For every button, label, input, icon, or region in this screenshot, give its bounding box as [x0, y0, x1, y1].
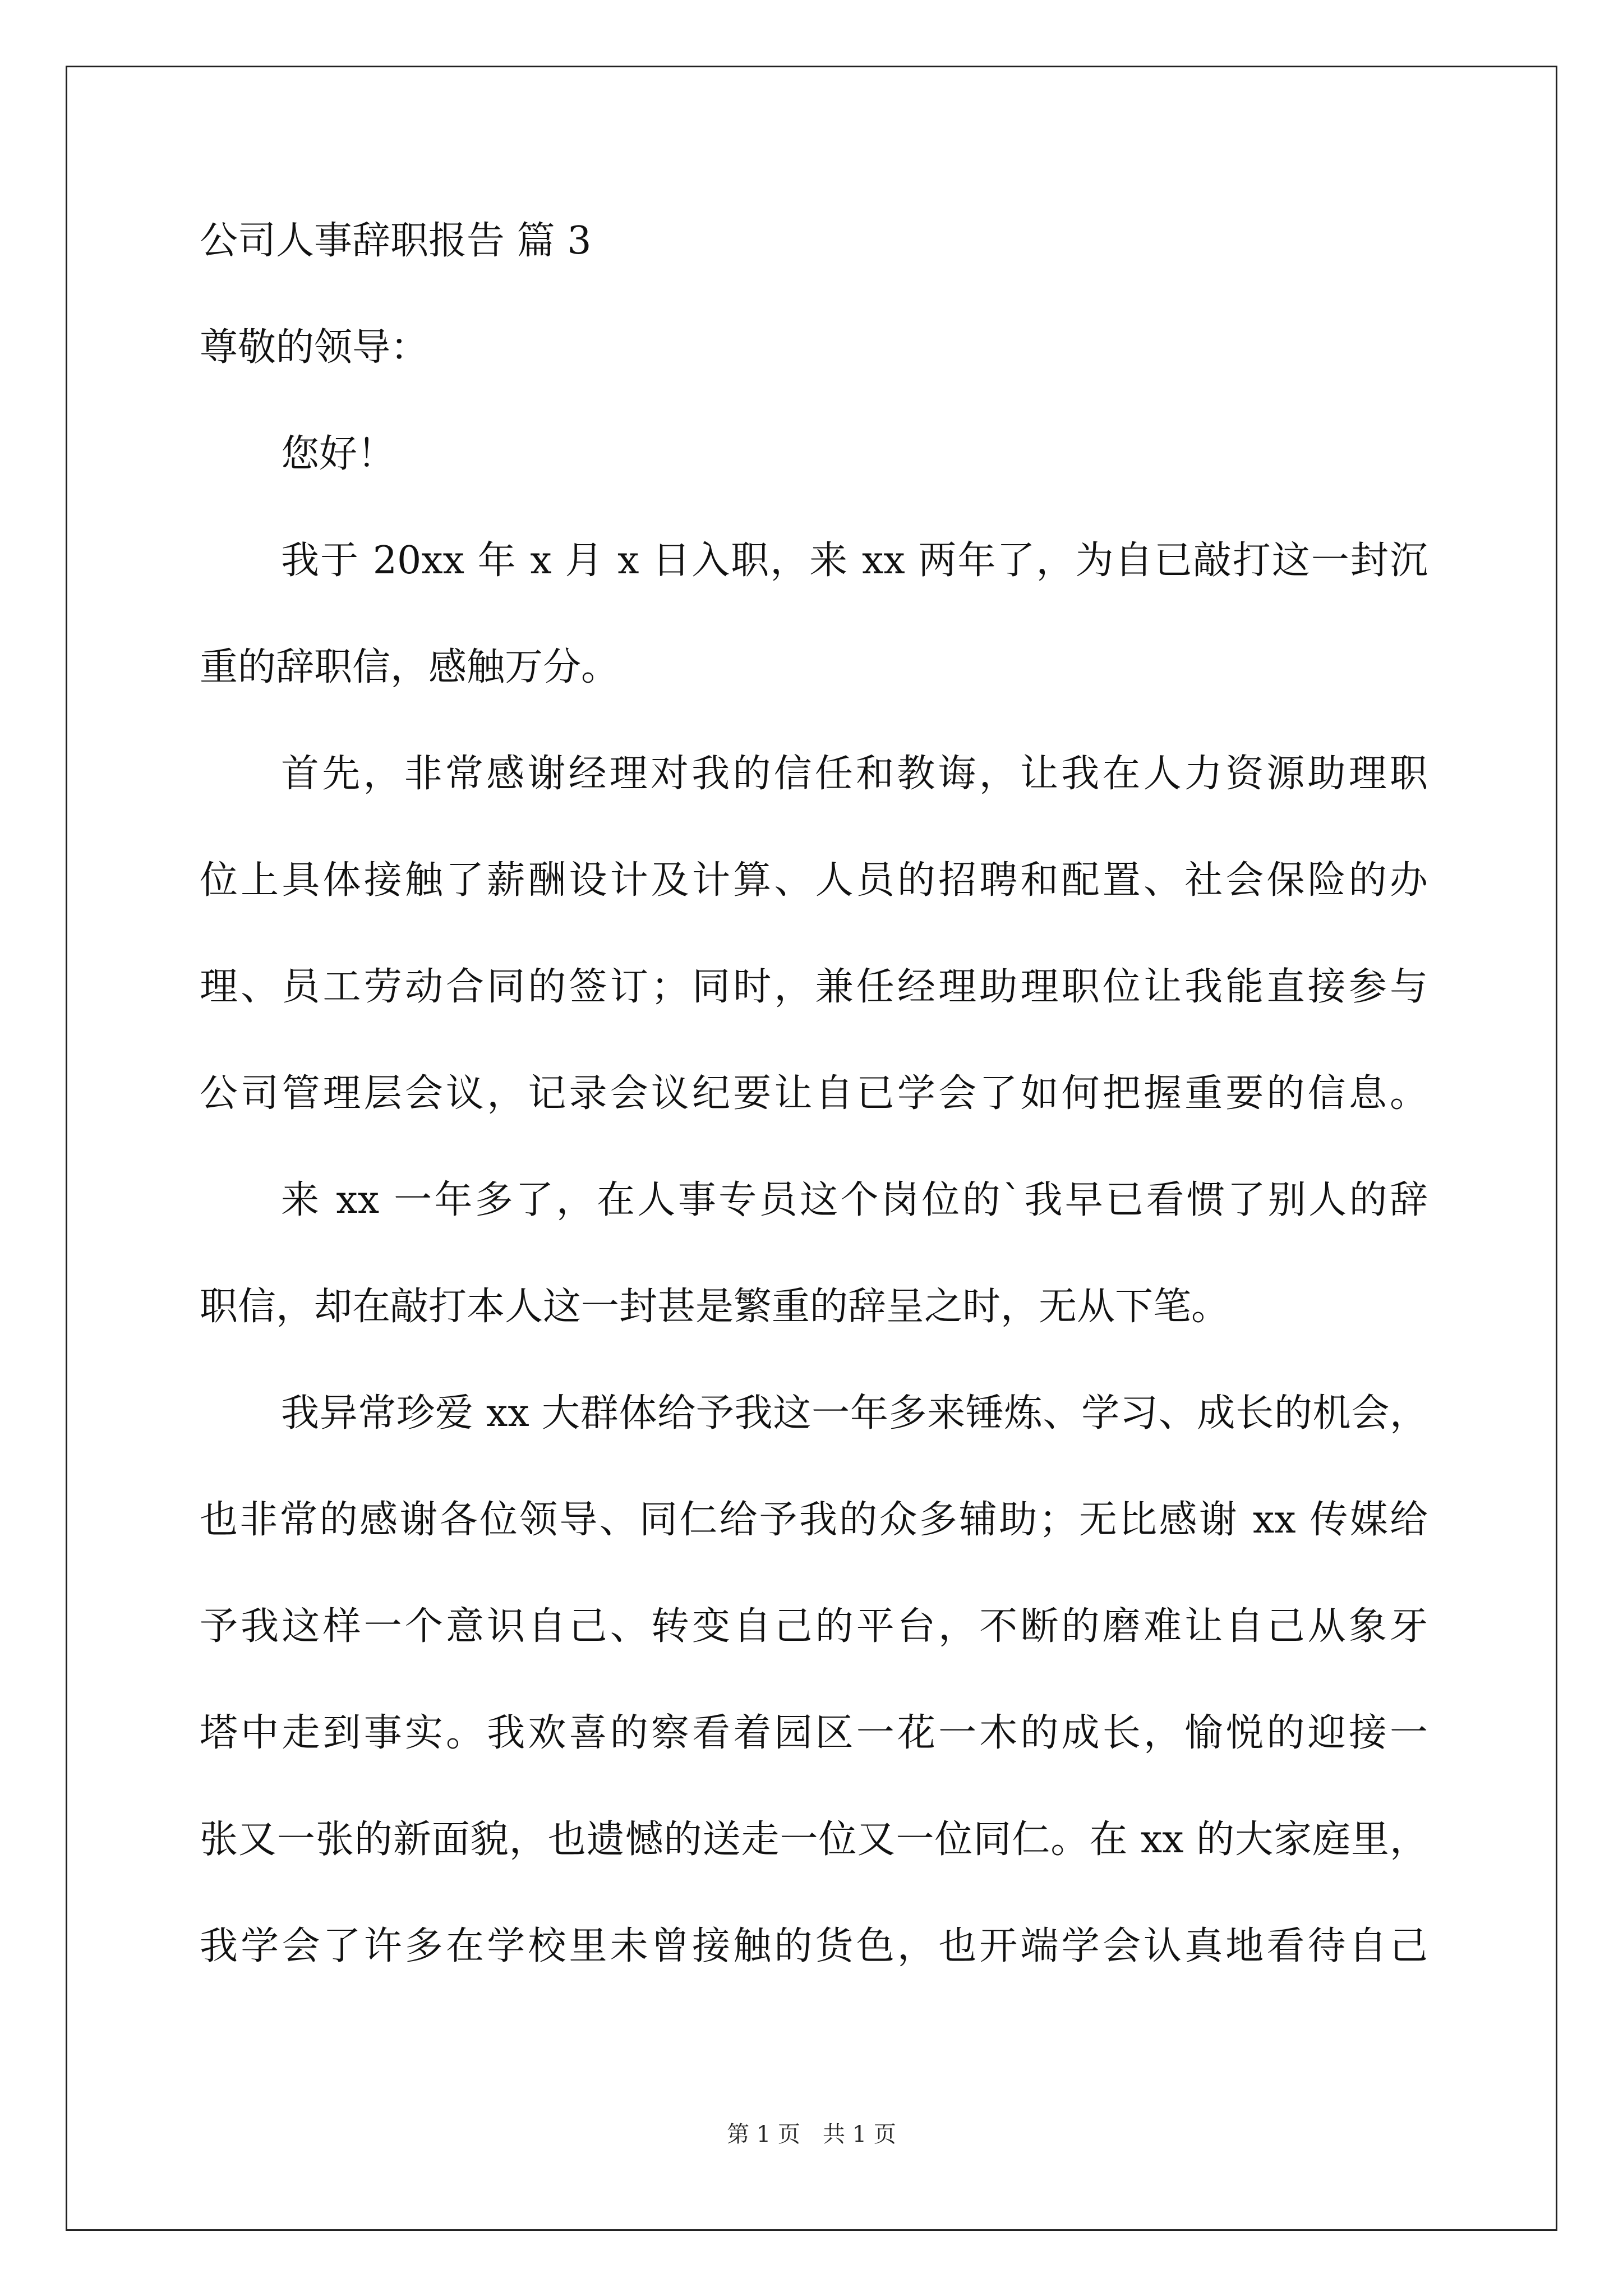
paragraph-line: 首先，非常感谢经理对我的信任和教诲，让我在人力资源助理职: [281, 752, 1428, 796]
salutation: 尊敬的领导：: [200, 325, 429, 370]
paragraph-line: 来 xx 一年多了，在人事专员这个岗位的`我早已看惯了别人的辞: [281, 1178, 1428, 1222]
paragraph-line: 塔中走到事实。我欢喜的察看着园区一花一木的成长，愉悦的迎接一: [200, 1711, 1428, 1755]
paragraph-line: 理、员工劳动合同的签订；同时，兼任经理助理职位让我能直接参与: [200, 965, 1428, 1009]
paragraph-greeting: 您好！: [281, 432, 396, 476]
page-border: [66, 66, 1557, 2231]
paragraph-line: 我学会了许多在学校里未曾接触的货色，也开端学会认真地看待自己: [200, 1924, 1428, 1968]
paragraph-line: 职信，却在敲打本人这一封甚是繁重的辞呈之时，无从下笔。: [200, 1285, 1230, 1329]
page-footer: 第 1 页 共 1 页: [727, 2122, 896, 2147]
paragraph-line: 公司管理层会议，记录会议纪要让自已学会了如何把握重要的信息。: [200, 1071, 1428, 1116]
paragraph-line: 我于 20xx 年 x 月 x 日入职，来 xx 两年了，为自已敲打这一封沉: [281, 539, 1428, 583]
paragraph-line: 位上具体接触了薪酬设计及计算、人员的招聘和配置、社会保险的办: [200, 858, 1428, 903]
document-title: 公司人事辞职报告 篇 3: [200, 219, 592, 263]
paragraph-line: 重的辞职信，感触万分。: [200, 645, 620, 689]
paragraph-line: 我异常珍爱 xx 大群体给予我这一年多来锤炼、学习、成长的机会，: [281, 1391, 1428, 1435]
paragraph-line: 也非常的感谢各位领导、同仁给予我的众多辅助；无比感谢 xx 传媒给: [200, 1498, 1428, 1542]
paragraph-line: 予我这样一个意识自己、转变自己的平台，不断的磨难让自己从象牙: [200, 1604, 1428, 1649]
paragraph-line: 张又一张的新面貌，也遗憾的送走一位又一位同仁。在 xx 的大家庭里，: [200, 1818, 1428, 1862]
